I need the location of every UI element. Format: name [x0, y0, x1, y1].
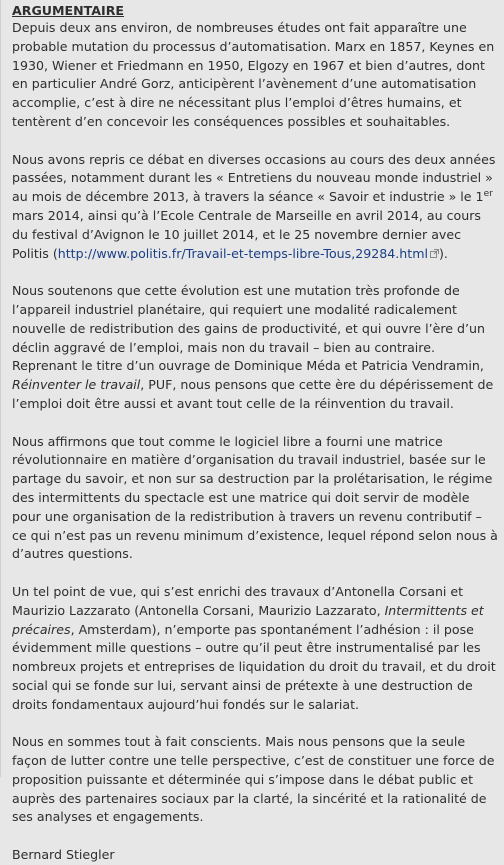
paragraph-3-text-b: , PUF, nous pensons que cette ère du dépérissement de l’emploi doit être aussi et avant tout celle de la réinvention du travail. [12, 377, 494, 411]
paragraph-4: Nous affirmons que tout comme le logiciel libre a fourni une matrice révolutionnaire en matière d’organisation du travail industriel, basée sur le partage du savoir, et non sur sa destruction par la prolétarisation, le régime des intermittents du spectacle est une matrice qui doit servir de modèle pour une organisation de la redistribution à travers un revenu contributif – ce qui n’est pas un revenu minimum d’existence, lequel répond selon nous à d’autres questions. [12, 433, 498, 562]
book-title: Réinventer le travail [12, 377, 141, 393]
politis-link[interactable]: http://www.politis.fr/Travail-et-temps-libre-Tous,29284.html [57, 245, 428, 261]
external-link-icon[interactable] [430, 249, 439, 258]
paragraph-5-text-a: Un tel point de vue, qui s’est enrichi des travaux d’Antonella Corsani et Maurizio Lazzarato (Antonella Corsani, Maurizio Lazzarato, [12, 583, 464, 618]
paragraph-1: Depuis deux ans environ, de nombreuses études ont fait apparaître une probable mutation du processus d’automatisation. Marx en 1857, Keynes en 1930, Wiener et Friedmann en 1950, Elgozy en 1967 et bien d’autres, dont en particulier André Gorz, anticipèrent l’avènement d’une automatisation accomplie, c’est à dire ne nécessitant plus l’emploi d’êtres humains, et tentèrent d’en concevoir les conséquences possibles et souhaitables. [12, 20, 495, 129]
paragraph-2-text-a: Nous avons repris ce débat en diverses occasions au cours des deux années passées, notamment durant les « Entretiens du nouveau monde industriel » au mois de décembre 2013, à travers la séance « Savoir et industrie » le 1 [12, 151, 496, 205]
section-heading: ARGUMENTAIRE [12, 3, 125, 18]
signature: Bernard Stiegler [12, 847, 115, 863]
paragraph-2-text-b: mars 2014, ainsi qu’à l’Ecole Centrale de Marseille en avril 2014, au cours du festival d’Avignon le 10 juillet 2014, et le 25 novembre dernier avec Politis ( [12, 207, 481, 261]
paragraph-2-text-c: ). [438, 245, 448, 261]
ordinal-superscript: er [483, 188, 493, 199]
article-body [1, 0, 504, 865]
paragraph-3-text-a: Nous soutenons que cette évolution est une mutation très profonde de l’appareil industriel planétaire, qui requiert une modalité radicalement nouvelle de redistribution des gains de productivité, et qui ouvre l’ère d’un déclin aggravé de l’emploi, mais non du travail – bien au contraire. Reprenant le titre d’un ouvrage de Dominique Méda et Patricia Vendramin, [12, 283, 485, 374]
paragraph-2 [12, 151, 498, 264]
paragraph-5 [12, 583, 498, 715]
paragraph-3 [12, 282, 498, 414]
paragraph-6: Nous en sommes tout à fait conscients. Mais nous pensons que la seule façon de lutter contre une telle perspective, c’est de constituer une force de proposition puissante et déterminée qui s’impose dans le débat public et auprès des partenaires sociaux par la clarté, la sincérité et la rationalité de ses analyses et engagements. [12, 734, 495, 825]
paragraph-5-text-b: , Amsterdam), n’emporte pas spontanément l’adhésion : il pose évidemment mille questions – outre qu’il peut être instrumentalisé par les nombreux projets et entreprises de liquidation du droit du travail, et du droit social qui se fonde sur lui, servant ainsi de prétexte à une destruction de droits fondamentaux aujourd’hui fondés sur le salariat. [12, 621, 496, 712]
book-title: Intermittents et précaires [12, 602, 484, 637]
